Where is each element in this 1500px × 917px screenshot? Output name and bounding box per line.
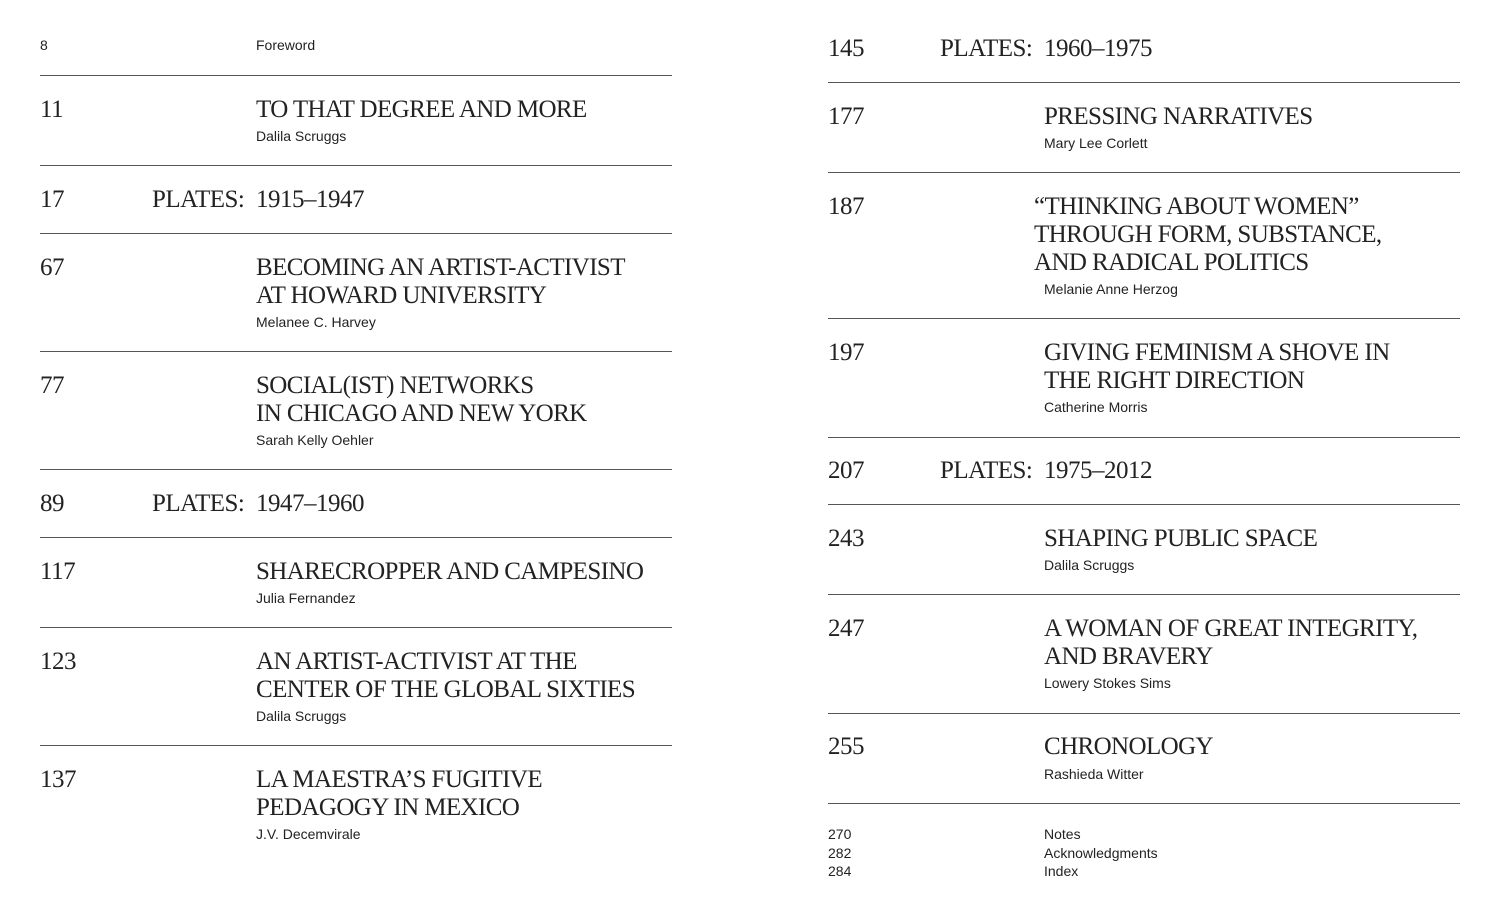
back-matter-title-index[interactable]: Index bbox=[1044, 863, 1079, 879]
back-matter-page-number: 282 bbox=[828, 845, 852, 861]
entry-page-number: 255 bbox=[828, 733, 864, 760]
back-matter-page-number: 284 bbox=[828, 863, 852, 879]
divider bbox=[40, 75, 672, 76]
foreword-page-number: 8 bbox=[40, 37, 48, 53]
divider bbox=[40, 537, 672, 538]
entry-title: SOCIAL(IST) NETWORKS IN CHICAGO AND NEW YORK bbox=[256, 372, 587, 427]
divider bbox=[40, 233, 672, 234]
entry-title: PRESSING NARRATIVES bbox=[1044, 103, 1313, 130]
divider bbox=[828, 803, 1460, 804]
entry-title: CHRONOLOGY bbox=[1044, 733, 1214, 760]
entry-title: GIVING FEMINISM A SHOVE IN THE RIGHT DIRECTION bbox=[1044, 339, 1390, 394]
divider bbox=[40, 351, 672, 352]
entry-author: Dalila Scruggs bbox=[256, 708, 347, 724]
entry-page-number: 145 bbox=[828, 35, 864, 62]
back-matter-title-notes[interactable]: Notes bbox=[1044, 826, 1081, 842]
divider bbox=[40, 469, 672, 470]
entry-page-number: 187 bbox=[828, 193, 864, 220]
plates-label: PLATES: bbox=[152, 186, 245, 213]
entry-author: Melanee C. Harvey bbox=[256, 314, 376, 330]
divider bbox=[828, 504, 1460, 505]
entry-title: LA MAESTRA’S FUGITIVE PEDAGOGY IN MEXICO bbox=[256, 766, 543, 821]
entry-page-number: 247 bbox=[828, 615, 864, 642]
entry-title: TO THAT DEGREE AND MORE bbox=[256, 96, 587, 123]
divider bbox=[828, 594, 1460, 595]
entry-title: A WOMAN OF GREAT INTEGRITY, AND BRAVERY bbox=[1044, 615, 1418, 670]
entry-page-number: 89 bbox=[40, 490, 64, 517]
entry-page-number: 197 bbox=[828, 339, 864, 366]
entry-page-number: 207 bbox=[828, 457, 864, 484]
entry-page-number: 17 bbox=[40, 186, 64, 213]
plates-label: PLATES: bbox=[940, 35, 1033, 62]
entry-author: Lowery Stokes Sims bbox=[1044, 675, 1171, 691]
entry-author: Rashieda Witter bbox=[1044, 766, 1144, 782]
entry-author: Dalila Scruggs bbox=[1044, 557, 1135, 573]
entry-title: “THINKING ABOUT WOMEN” THROUGH FORM, SUBSTANCE, AND RADICAL POLITICS bbox=[1034, 193, 1382, 276]
divider bbox=[40, 165, 672, 166]
entry-page-number: 177 bbox=[828, 103, 864, 130]
divider bbox=[40, 745, 672, 746]
entry-title: SHAPING PUBLIC SPACE bbox=[1044, 525, 1318, 552]
entry-author: Mary Lee Corlett bbox=[1044, 135, 1148, 151]
entry-author: Julia Fernandez bbox=[256, 590, 356, 606]
entry-page-number: 243 bbox=[828, 525, 864, 552]
back-matter-title-acknowledgments[interactable]: Acknowledgments bbox=[1044, 845, 1158, 861]
entry-author: Catherine Morris bbox=[1044, 399, 1148, 415]
plates-label: PLATES: bbox=[940, 457, 1033, 484]
divider bbox=[828, 713, 1460, 714]
entry-title: SHARECROPPER AND CAMPESINO bbox=[256, 558, 644, 585]
entry-title: AN ARTIST-ACTIVIST AT THE CENTER OF THE GLOBAL SIXTIES bbox=[256, 648, 636, 703]
divider bbox=[828, 437, 1460, 438]
divider bbox=[828, 172, 1460, 173]
entry-page-number: 67 bbox=[40, 254, 64, 281]
plates-range: 1975–2012 bbox=[1044, 457, 1152, 484]
entry-author: Dalila Scruggs bbox=[256, 128, 347, 144]
entry-page-number: 137 bbox=[40, 766, 76, 793]
entry-page-number: 77 bbox=[40, 372, 64, 399]
foreword-title[interactable]: Foreword bbox=[256, 37, 316, 53]
entry-page-number: 117 bbox=[40, 558, 76, 585]
divider bbox=[828, 82, 1460, 83]
entry-page-number: 11 bbox=[40, 96, 64, 123]
entry-page-number: 123 bbox=[40, 648, 76, 675]
back-matter-page-number: 270 bbox=[828, 826, 852, 842]
plates-range: 1960–1975 bbox=[1044, 35, 1152, 62]
divider bbox=[828, 318, 1460, 319]
entry-author: Sarah Kelly Oehler bbox=[256, 432, 374, 448]
entry-title: BECOMING AN ARTIST-ACTIVIST AT HOWARD UNIVERSITY bbox=[256, 254, 625, 309]
plates-label: PLATES: bbox=[152, 490, 245, 517]
plates-range: 1947–1960 bbox=[256, 490, 364, 517]
plates-range: 1915–1947 bbox=[256, 186, 364, 213]
divider bbox=[40, 627, 672, 628]
entry-author: J.V. Decemvirale bbox=[256, 826, 361, 842]
entry-author: Melanie Anne Herzog bbox=[1044, 281, 1178, 297]
